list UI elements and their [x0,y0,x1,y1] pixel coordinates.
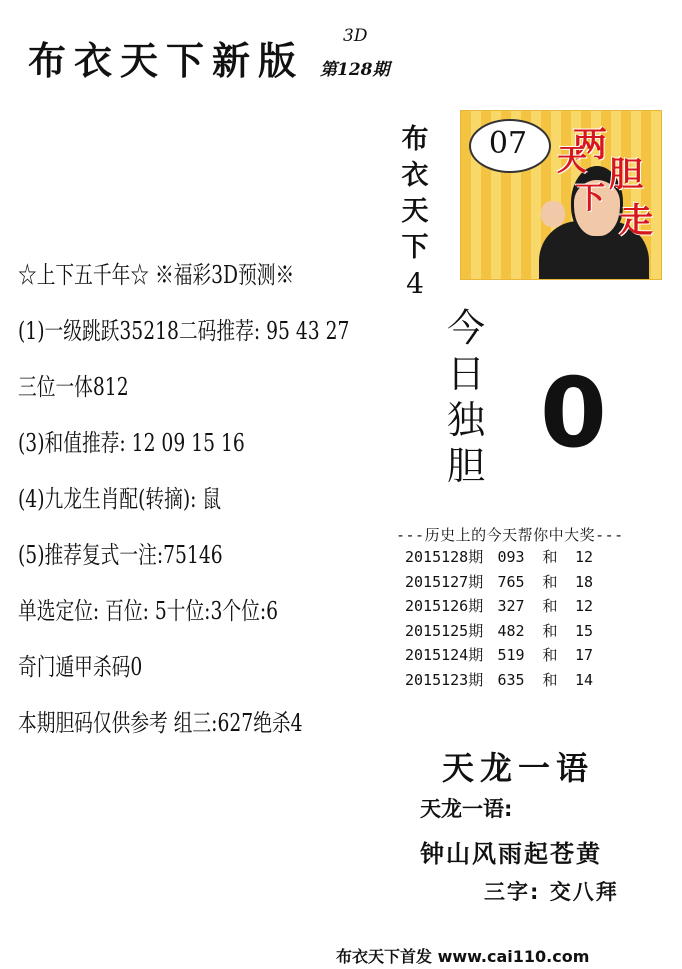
bubble-number: 07 [488,126,528,161]
tianlong-three-char: 三字: 交八拜 [484,880,619,904]
history-row [405,594,599,619]
today-label-char: 今 [446,306,485,350]
promo-image [460,110,662,280]
today-code: 0 [540,357,607,469]
today-label-char: 日 [446,352,485,396]
history-sum: 12 [574,597,594,615]
today-label [446,305,486,489]
prediction-line: 单选定位: 百位: 5十位:3个位:6 [18,597,279,625]
history-sum: 12 [574,548,594,566]
history-row [405,545,599,570]
vertical-brand [398,122,432,302]
vertical-number: 4 [406,267,424,300]
history-row [405,570,599,595]
history-table [405,545,599,692]
prediction-line: 本期胆码仅供参考 组三:627绝杀4 [18,709,303,737]
prediction-line: 三位一体812 [18,373,129,401]
prediction-line: (4)九龙生肖配(转摘): 鼠 [18,485,222,513]
issue-label: 第128期 [320,60,390,80]
history-number: 519 [497,646,525,664]
history-number: 635 [497,670,525,689]
prediction-line: (3)和值推荐: 12 09 15 16 [18,429,245,457]
history-row [405,668,599,693]
history-he: 和 [542,548,558,566]
prediction-line: (1)一级跳跃35218二码推荐: 95 43 27 [18,317,350,345]
prediction-line: (5)推荐复式一注:75146 [18,541,223,569]
prediction-line: 奇门遁甲杀码0 [18,653,143,681]
vertical-brand-char: 布 [401,124,429,155]
history-issue: 2015128期 [405,548,484,566]
history-sum: 15 [574,621,594,640]
history-he: 和 [542,572,558,591]
tianlong-heading: 天龙一语 [442,749,595,787]
history-sum: 18 [574,572,594,591]
history-he: 和 [542,670,558,689]
vertical-brand-char: 下 [401,232,429,263]
today-label-char: 独 [446,398,485,442]
history-he: 和 [542,621,558,640]
red-text-char: 下 [575,181,605,216]
footer-credit: 布衣天下首发 www.cai110.com [336,947,590,966]
person-hand [541,201,565,227]
history-heading: ---历史上的今天帮你中大奖--- [396,526,624,544]
page-title: 布衣天下新版 [28,39,305,83]
history-sum: 17 [574,646,594,664]
prediction-line: ☆上下五千年☆ ※福彩3D预测※ [18,261,295,289]
history-issue: 2015125期 [405,621,484,640]
history-number: 765 [497,572,525,591]
history-row [405,619,599,644]
vertical-brand-char: 衣 [401,160,429,191]
prediction-list [18,258,350,762]
history-issue: 2015126期 [405,597,484,615]
history-he: 和 [542,646,558,664]
tianlong-label: 天龙一语: [420,797,513,821]
vertical-brand-char: 天 [401,196,429,227]
history-issue: 2015124期 [405,646,484,664]
game-label: 3D [343,26,368,46]
tianlong-verse: 钟山风雨起苍黄 [420,840,602,868]
history-sum: 14 [574,670,594,689]
history-he: 和 [542,597,558,615]
history-number: 327 [497,597,525,615]
history-issue: 2015127期 [405,572,484,591]
red-text-char: 胆 [609,155,643,195]
history-number: 093 [497,548,525,566]
red-text-char: 两 [573,125,607,165]
history-issue: 2015123期 [405,670,484,689]
today-label-char: 胆 [446,444,485,488]
red-text-char: 走 [619,201,653,241]
history-number: 482 [497,621,525,640]
history-row [405,643,599,668]
red-text-char: 天 [557,143,587,178]
